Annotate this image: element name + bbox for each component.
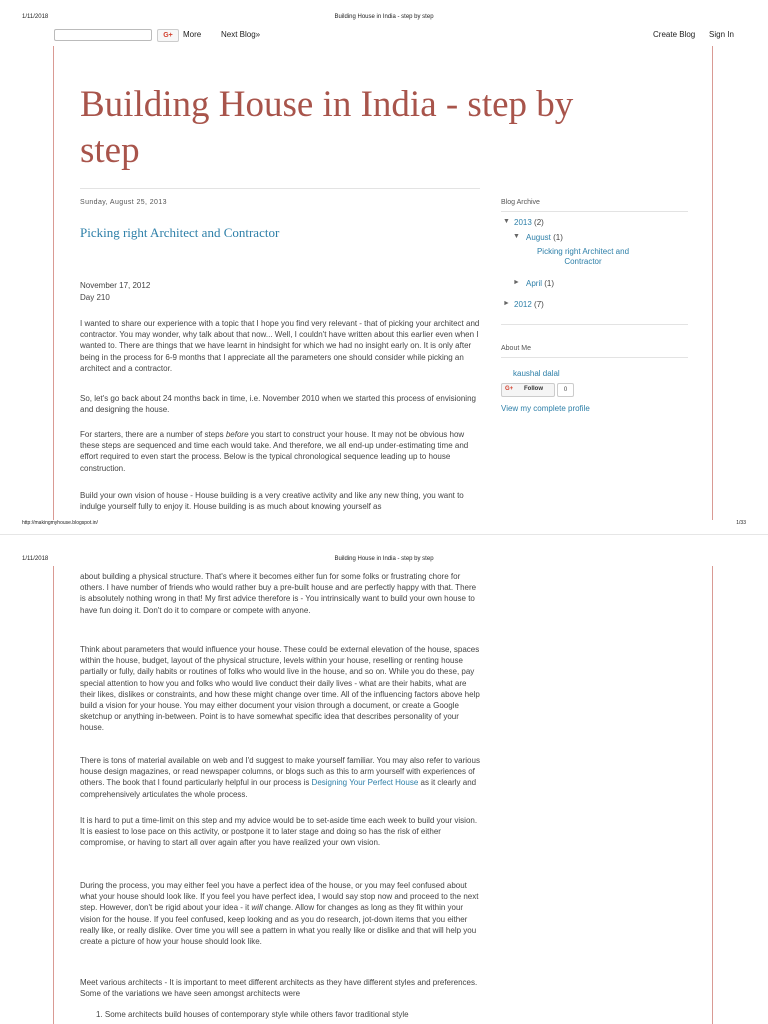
post-paragraph: Think about parameters that would influence your house. These could be external elevation of the house, spaces within the house, budget, layout of the physical structure, levels within your house, reselling or renting house partially or fully, daily habits or routines of folks who would live in the house, and so on. While you do these, pay special attention to how you and folks who would live conduct their daily lives - what are their habits, what are their likes, dislikes or constraints, and how these might change over time. All of the influencing factors above help build a vision for your house. You may either document your vision through a document, or create a Google sketchup or anything in-between. Point is to have somewhat specific idea that describes personality of your house.	[80, 645, 480, 733]
archive-month-august[interactable]	[526, 233, 563, 243]
sign-in-link[interactable]: Sign In	[709, 30, 734, 39]
post-title[interactable]: Picking right Architect and Contractor	[80, 225, 280, 240]
post-paragraph: about building a physical structure. That's where it becomes either fun for some folks or frustrating chore for others. I have number of friends who would rather buy a pre-built house and are perfectly happy with that. There is absolutely nothing wrong in that! My first advice therefore is - You intrinsically want to build your own house to have fun doing it. Don't do it to compare or compete with anyone.	[80, 572, 477, 615]
blog-archive-title: Blog Archive	[501, 199, 540, 206]
post-paragraph: Build your own vision of house - House building is a very creative activity and like any new thing, you want to indulge yourself fully to enjoy it. House building is as much about knowing yourself as	[80, 491, 464, 512]
divider	[501, 357, 688, 358]
print-title: Building House in India - step by step	[334, 14, 434, 20]
emphasis: will	[251, 903, 263, 913]
year-count: (7)	[534, 300, 544, 309]
about-me-title: About Me	[501, 345, 531, 352]
month-label[interactable]: August	[526, 233, 551, 242]
text: There is tons of material available on web and I'd suggest to make yourself familiar. You may also refer to various house design magazines, or read newspaper columns, or blogs such as this to arm yourself with experiences of others. The book that I found particularly helpful in our process is	[80, 756, 480, 788]
post-date-header: Sunday, August 25, 2013	[80, 199, 167, 206]
book-link[interactable]: Designing Your Perfect House	[311, 778, 419, 788]
print-url: http://makingmyhouse.blogspot.in/	[22, 520, 98, 526]
print-footer	[0, 520, 768, 530]
month-label[interactable]: April	[526, 279, 543, 288]
list-item: 1. Some architects build houses of contemporary style while others favor traditional style	[96, 1010, 409, 1019]
divider	[501, 324, 688, 325]
print-page-number: 1/33	[736, 520, 746, 526]
blogger-navbar	[0, 26, 768, 46]
archive-year-2013[interactable]	[514, 218, 544, 228]
text: you start to construct your house. It may not be obvious how these steps are sequenced and time each would take. And therefore, we all end-up under-estimating time and effort required to even start the process. Below is the typical chronological sequence leading up to house construction.	[80, 430, 469, 473]
google-plus-icon: G+	[505, 386, 514, 392]
right-border	[712, 566, 713, 1024]
post-paragraph: Meet various architects - It is important to meet different architects as they have different styles and preferences. Some of the variations we have seen amongst architects were	[80, 978, 478, 999]
year-label[interactable]: 2012	[514, 300, 532, 309]
print-header	[0, 14, 768, 26]
page-separator	[0, 534, 768, 543]
text: For starters, there are a number of steps	[80, 430, 226, 439]
post-paragraph	[80, 755, 480, 800]
follow-label: Follow	[524, 386, 543, 392]
blog-title[interactable]: Building House in India - step by step	[80, 84, 574, 171]
post-meta-date: November 17, 2012	[80, 281, 151, 290]
year-count: (2)	[534, 218, 544, 227]
google-plus-button[interactable]: G+	[157, 29, 179, 42]
view-profile-link[interactable]: View my complete profile	[501, 404, 590, 413]
triangle-right-icon[interactable]: ►	[503, 300, 510, 307]
print-date: 1/11/2018	[22, 556, 49, 562]
archive-year-2012[interactable]	[514, 300, 544, 310]
month-count: (1)	[544, 279, 555, 288]
more-link[interactable]: More	[183, 30, 202, 39]
month-count: (1)	[553, 233, 563, 242]
author-name-link[interactable]: kaushal dalal	[513, 369, 560, 378]
archive-post-link[interactable]: Picking right Architect and Contractor	[536, 247, 630, 266]
next-blog-link[interactable]: Next Blog»	[221, 30, 261, 39]
divider	[80, 188, 480, 189]
print-date: 1/11/2018	[22, 14, 49, 20]
post-paragraph	[80, 880, 480, 947]
create-blog-link[interactable]: Create Blog	[653, 30, 696, 39]
follow-count: 0	[557, 383, 574, 397]
follow-button[interactable]	[501, 383, 555, 397]
post-paragraph: It is hard to put a time-limit on this step and my advice would be to set-aside time each week to build your vision. It is easiest to lose pace on this activity, or postpone it to later stage and doing so has the risk of either compromise, or having to start all over again after you have realized your own vision.	[80, 816, 478, 848]
post-meta-day: Day 210	[80, 293, 110, 302]
left-border	[53, 46, 54, 520]
divider	[501, 211, 688, 212]
archive-month-april[interactable]	[526, 279, 554, 289]
post-paragraph: I wanted to share our experience with a topic that I hope you find very relevant - that of picking your architect and contractor. You may wonder, why talk about that now... Well, I couldn't have written about this earlier even when I wanted to. There are things that we have learnt in hindsight for which we had no insight early on. It is only after being in the process for 6-9 months that I appreciate all the parameters one should consider while picking an architect and a contractor.	[80, 319, 480, 373]
text: During the process, you may either feel you have a perfect idea of the house, or you may feel confused about what your house should look like. If you feel you have perfect idea, I would say stop now and proceed to the next step. However, don't be rigid about your idea - it	[80, 881, 479, 913]
post-paragraph: So, let's go back about 24 months back in time, i.e. November 2010 when we started this process of envisioning and designing the house.	[80, 394, 476, 415]
print-header	[0, 556, 768, 568]
text: as it clearly and comprehensively articulates the whole process.	[80, 778, 477, 799]
search-input[interactable]	[54, 29, 152, 41]
post-paragraph	[80, 429, 480, 474]
triangle-right-icon[interactable]: ►	[513, 279, 520, 286]
print-title: Building House in India - step by step	[334, 556, 434, 562]
triangle-down-icon[interactable]: ▼	[513, 233, 520, 240]
year-label[interactable]: 2013	[514, 218, 532, 227]
triangle-down-icon[interactable]: ▼	[503, 218, 510, 225]
text: change. Allow for changes as long as they fit within your vision for the house. If you feel confused, keep looking and as you do research, jot-down items that you either really like, or really dislike. Over time you will see a pattern in what you really like or dislike and that will help you create a picture of how your house should look like.	[80, 903, 477, 947]
emphasis: before	[225, 430, 249, 439]
right-border	[712, 46, 713, 520]
left-border	[53, 566, 54, 1024]
